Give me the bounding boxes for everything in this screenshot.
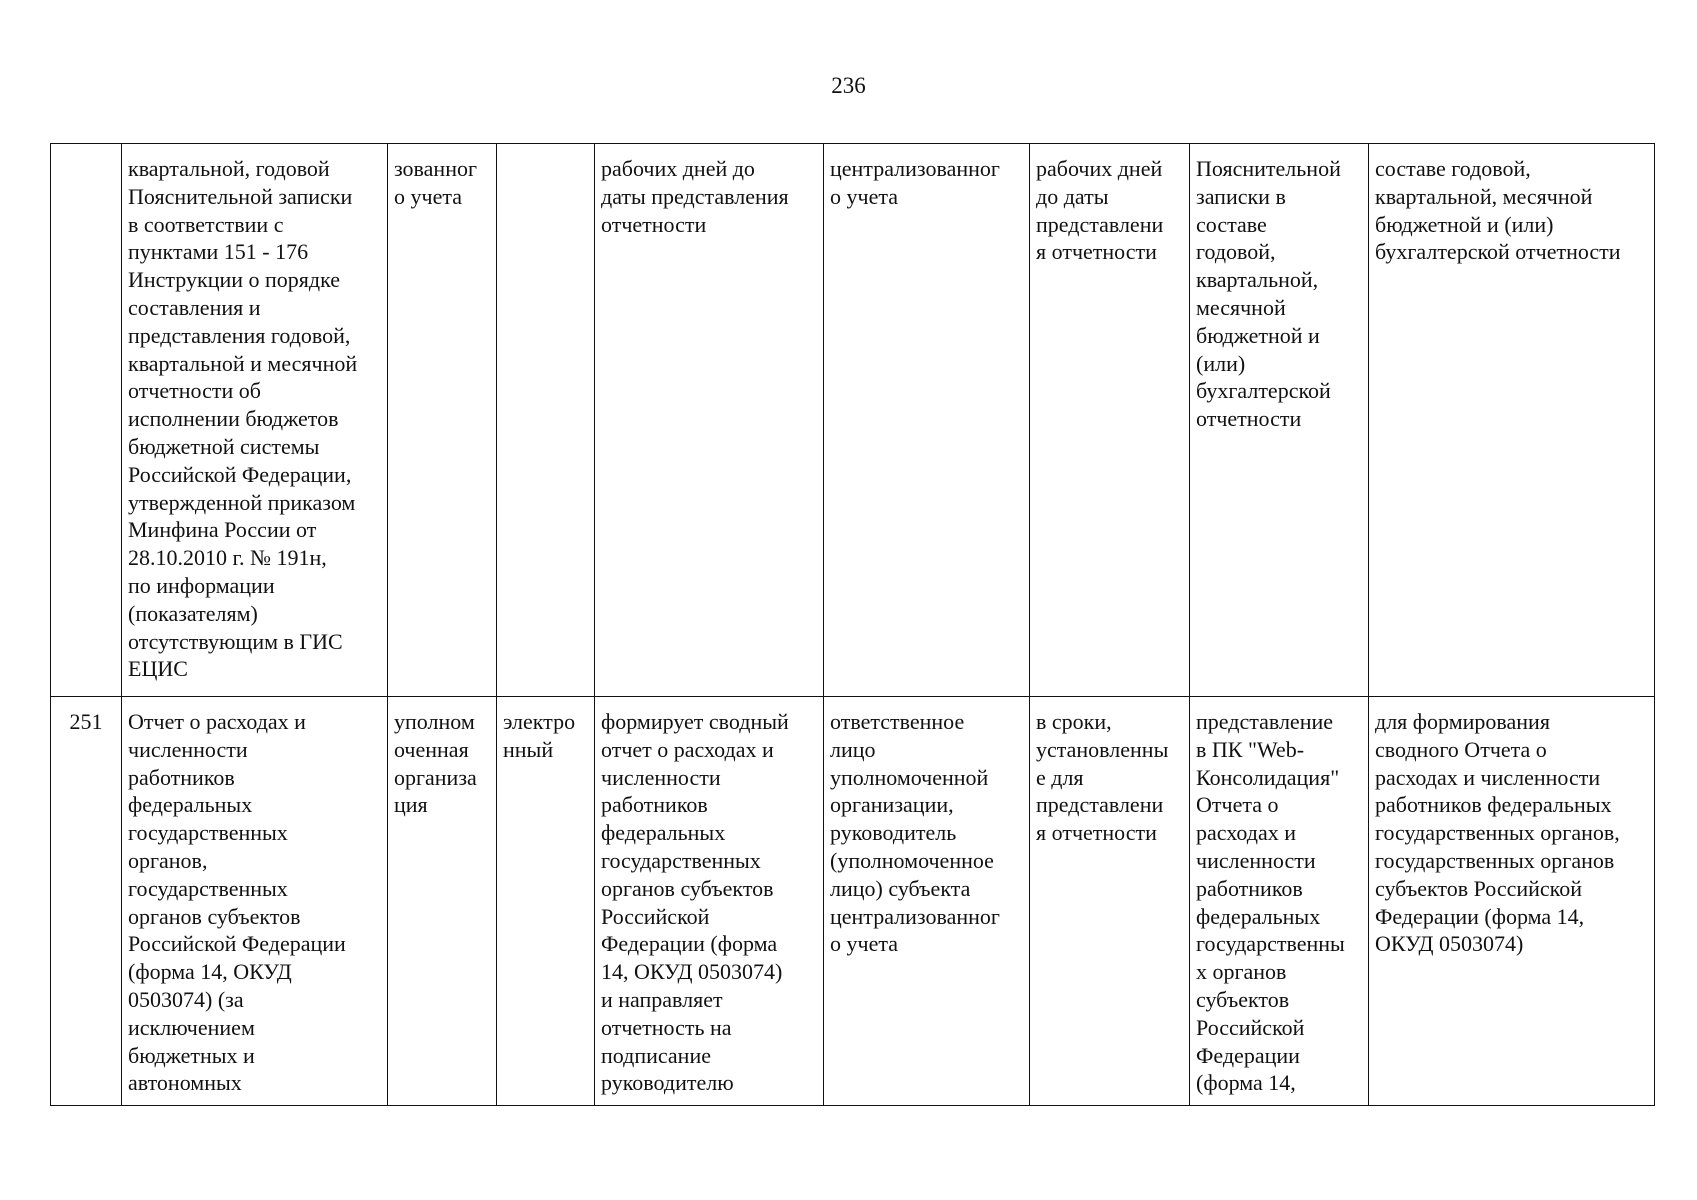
page-number: 236 (831, 73, 866, 98)
form-type-cell (497, 144, 595, 697)
deadline-cell: рабочих дней до даты представлени я отчетности (1030, 144, 1190, 697)
form-type-cell: электро нный (497, 697, 595, 1106)
table-row (51, 144, 1655, 697)
purpose-cell: составе годовой, квартальной, месячной бюджетной и (или) бухгалтерской отчетности (1369, 144, 1655, 697)
action-cell: формирует сводный отчет о расходах и численности работников федеральных государственных органов субъектов Российской Федерации (форма 14, ОКУД 0503074) и направляет отчетность на подписание руководителю (595, 697, 824, 1106)
result-cell: представление в ПК "Web- Консолидация" Отчета о расходах и численности работников федеральных государственны х органов субъектов Российской Федерации (форма 14, (1190, 697, 1369, 1106)
row-number-cell (51, 144, 122, 697)
table-row (51, 697, 1655, 1106)
executor-cell: зованног о учета (388, 144, 497, 697)
deadline-cell: в сроки, установленны е для представлени я отчетности (1030, 697, 1190, 1106)
row-number-cell: 251 (51, 697, 122, 1106)
executor-cell: уполном оченная организа ция (388, 697, 497, 1106)
document-name-cell: квартальной, годовой Пояснительной записки в соответствии с пунктами 151 - 176 Инструкции о порядке составления и представления годовой, квартальной и месячной отчетности об исполнении бюджетов бюджетной системы Российской Федерации, утвержденной приказом Минфина России от 28.10.2010 г. № 191н, по информации (показателям) отсутствующим в ГИС ЕЦИС (122, 144, 388, 697)
regulation-table (50, 143, 1655, 1106)
action-cell: рабочих дней до даты представления отчетности (595, 144, 824, 697)
responsible-cell: централизованног о учета (824, 144, 1030, 697)
result-cell: Пояснительной записки в составе годовой, квартальной, месячной бюджетной и (или) бухгалтерской отчетности (1190, 144, 1369, 697)
purpose-cell: для формирования сводного Отчета о расходах и численности работников федеральных государственных органов, государственных органов субъектов Российской Федерации (форма 14, ОКУД 0503074) (1369, 697, 1655, 1106)
document-name-cell: Отчет о расходах и численности работников федеральных государственных органов, государственных органов субъектов Российской Федерации (форма 14, ОКУД 0503074) (за исключением бюджетных и автономных (122, 697, 388, 1106)
responsible-cell: ответственное лицо уполномоченной организации, руководитель (уполномоченное лицо) субъекта централизованног о учета (824, 697, 1030, 1106)
